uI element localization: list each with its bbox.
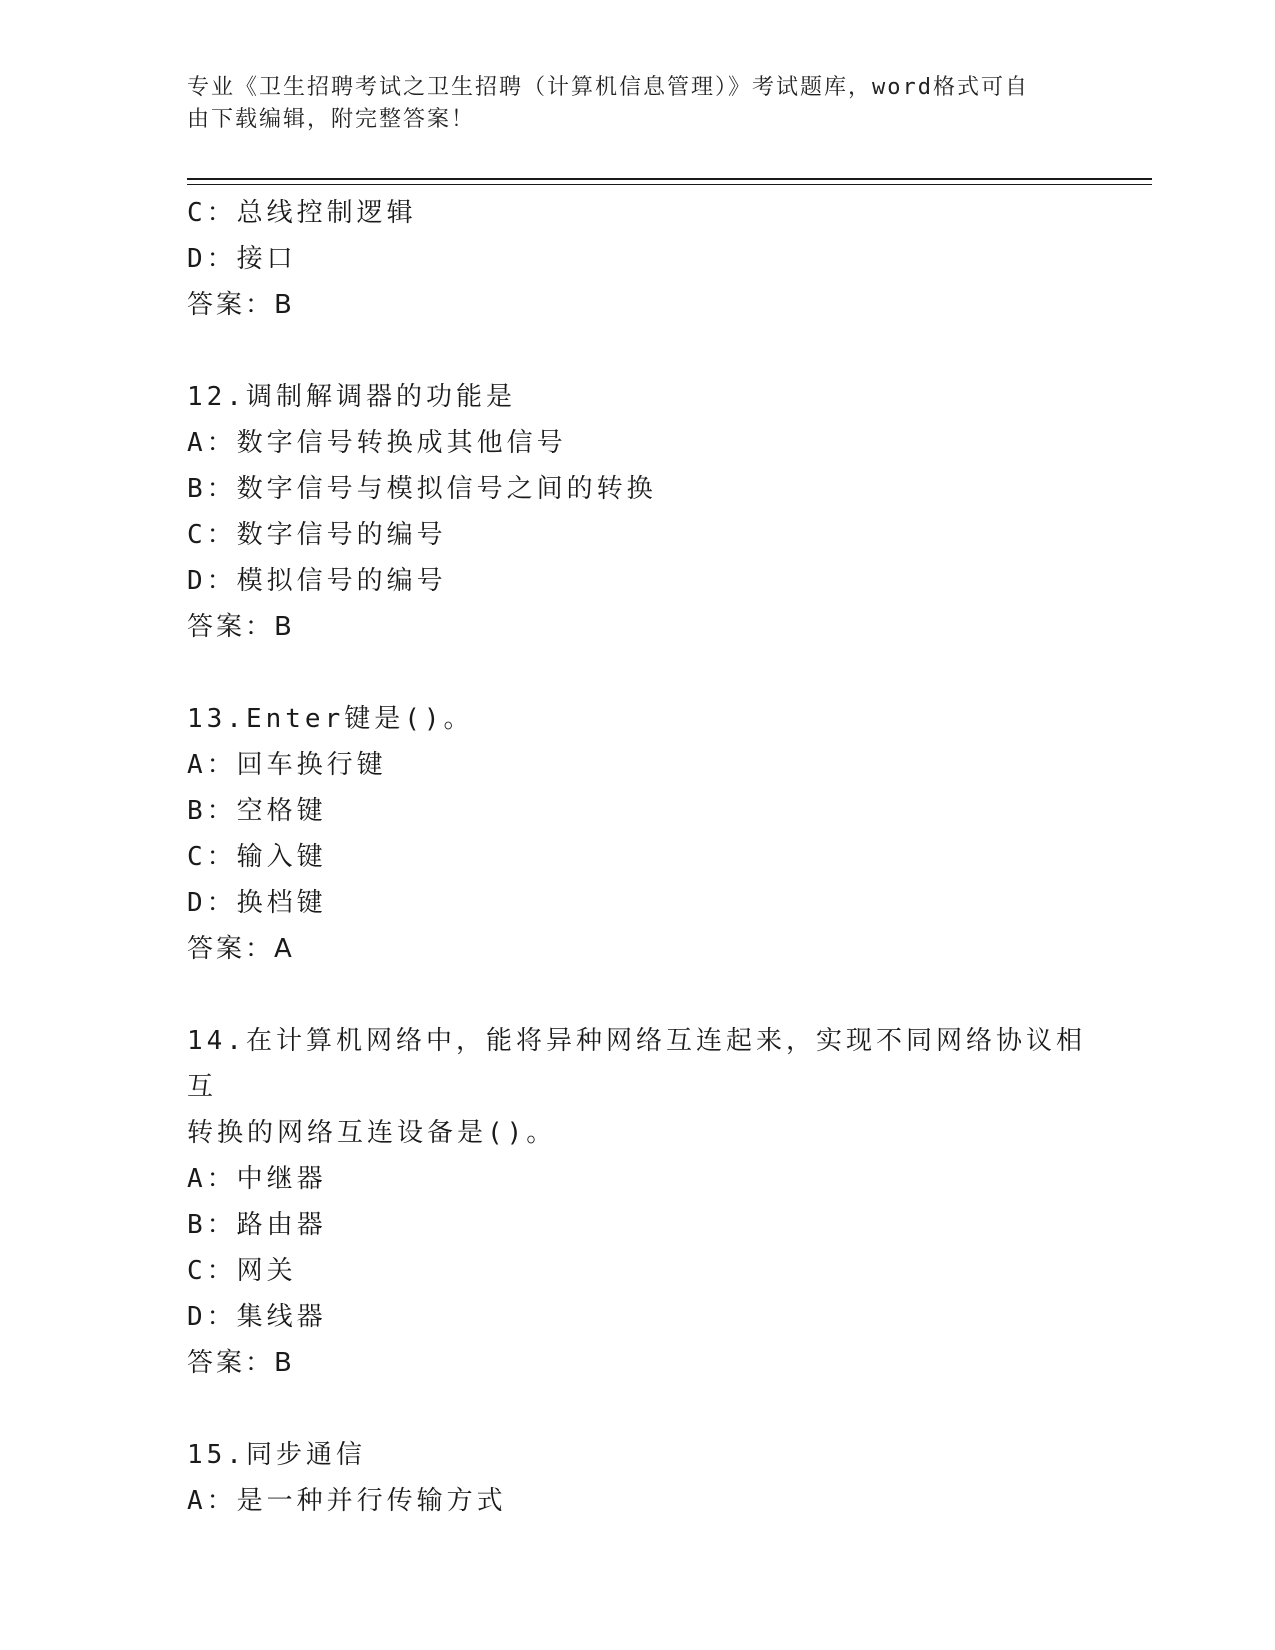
question-stem: 12.调制解调器的功能是 <box>187 382 516 412</box>
option-c: C：数字信号的编号 <box>187 520 447 550</box>
option-b: B：数字信号与模拟信号之间的转换 <box>187 474 657 504</box>
header-line-2: 由下载编辑，附完整答案！ <box>187 107 476 132</box>
question-fragment <box>187 190 1087 328</box>
document-header <box>187 72 1087 136</box>
option-a: A：是一种并行传输方式 <box>187 1486 507 1516</box>
spacer <box>187 972 1087 1018</box>
option-d: D：换档键 <box>187 888 327 918</box>
answer-line: 答案：A <box>187 934 295 964</box>
spacer <box>187 650 1087 696</box>
option-a: A：中继器 <box>187 1164 327 1194</box>
spacer <box>187 1386 1087 1432</box>
header-line-1: 专业《卫生招聘考试之卫生招聘（计算机信息管理）》考试题库，word格式可自 <box>187 75 1029 100</box>
option-c: C：网关 <box>187 1256 297 1286</box>
answer-line: 答案：B <box>187 290 295 320</box>
question-stem-line-2: 转换的网络互连设备是()。 <box>187 1118 557 1148</box>
question-14 <box>187 1018 1087 1386</box>
question-15 <box>187 1432 1087 1524</box>
spacer <box>187 328 1087 374</box>
question-list <box>187 190 1087 1524</box>
option-a: A：数字信号转换成其他信号 <box>187 428 567 458</box>
option-d: D：接口 <box>187 244 297 274</box>
answer-line: 答案：B <box>187 1348 295 1378</box>
question-13 <box>187 696 1087 972</box>
option-d: D：模拟信号的编号 <box>187 566 447 596</box>
option-d: D：集线器 <box>187 1302 327 1332</box>
question-12 <box>187 374 1087 650</box>
question-stem-line-1: 14.在计算机网络中，能将异种网络互连起来，实现不同网络协议相互 <box>187 1026 1086 1102</box>
question-stem: 15.同步通信 <box>187 1440 366 1470</box>
header-divider-thin <box>187 184 1152 185</box>
option-b: B：空格键 <box>187 796 327 826</box>
option-c: C：输入键 <box>187 842 327 872</box>
header-divider-thick <box>187 178 1152 180</box>
option-c: C：总线控制逻辑 <box>187 198 417 228</box>
option-a: A：回车换行键 <box>187 750 387 780</box>
option-b: B：路由器 <box>187 1210 327 1240</box>
answer-line: 答案：B <box>187 612 295 642</box>
question-stem: 13.Enter键是()。 <box>187 704 474 734</box>
